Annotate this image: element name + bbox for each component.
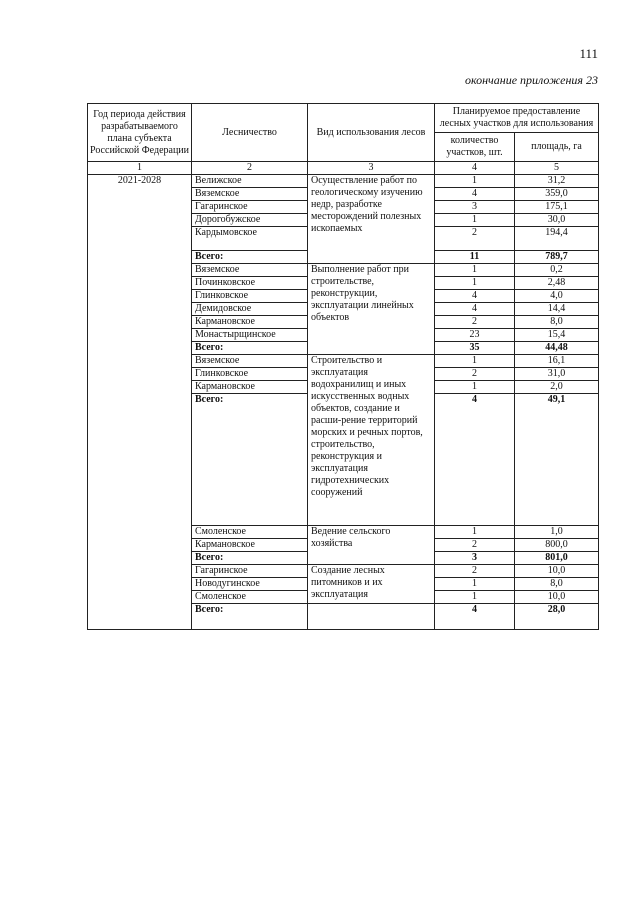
period-cell: 2021-2028 [88,175,192,630]
total-count-cell: 4 [435,394,515,526]
total-label-cell: Всего: [192,342,308,355]
appendix-caption: окончание приложения 23 [464,73,598,87]
area-cell: 14,4 [515,303,599,316]
count-cell: 2 [435,565,515,578]
total-area-cell: 28,0 [515,604,599,630]
use-type-cell: Осуществление работ по геологическому изучению недр, разработке месторождений полезных ископаемых [308,175,435,264]
area-cell: 10,0 [515,565,599,578]
use-type-cell: Ведение сельского хозяйства [308,526,435,565]
use-type-cell: Создание лесных питомников и их эксплуатация [308,565,435,604]
total-label-cell: Всего: [192,604,308,630]
count-cell: 2 [435,227,515,251]
count-cell: 2 [435,539,515,552]
forestry-cell: Велижское [192,175,308,188]
area-cell: 800,0 [515,539,599,552]
total-area-cell: 801,0 [515,552,599,565]
count-cell: 1 [435,264,515,277]
column-number: 5 [515,162,599,175]
area-cell: 1,0 [515,526,599,539]
area-cell: 31,2 [515,175,599,188]
total-count-cell: 35 [435,342,515,355]
header-period: Год периода действия разрабатываемого плана субъекта Российской Федерации [88,104,192,162]
total-count-cell: 11 [435,251,515,264]
forestry-cell: Дорогобужское [192,214,308,227]
header-planned: Планируемое предоставление лесных участков для использования [435,104,599,133]
count-cell: 4 [435,188,515,201]
header-area: площадь, га [515,133,599,162]
count-cell: 4 [435,303,515,316]
forestry-cell: Монастырщинское [192,329,308,342]
area-cell: 175,1 [515,201,599,214]
table-body [88,175,599,630]
area-cell: 0,2 [515,264,599,277]
count-cell: 1 [435,381,515,394]
area-cell: 10,0 [515,591,599,604]
count-cell: 1 [435,214,515,227]
area-cell: 30,0 [515,214,599,227]
total-count-cell: 4 [435,604,515,630]
forestry-cell: Кардымовское [192,227,308,251]
page-number: 111 [579,46,598,61]
total-label-cell: Всего: [192,552,308,565]
header-count: количество участков, шт. [435,133,515,162]
forest-plots-table [87,103,599,630]
forestry-cell: Кармановское [192,539,308,552]
count-cell: 1 [435,578,515,591]
count-cell: 1 [435,526,515,539]
count-cell: 3 [435,201,515,214]
forestry-cell: Смоленское [192,591,308,604]
area-cell: 4,0 [515,290,599,303]
total-area-cell: 789,7 [515,251,599,264]
area-cell: 15,4 [515,329,599,342]
column-number: 2 [192,162,308,175]
count-cell: 1 [435,355,515,368]
area-cell: 31,0 [515,368,599,381]
total-label-cell: Всего: [192,251,308,264]
column-number: 4 [435,162,515,175]
forestry-cell: Починковское [192,277,308,290]
forestry-cell: Смоленское [192,526,308,539]
area-cell: 2,0 [515,381,599,394]
total-count-cell: 3 [435,552,515,565]
forestry-cell: Вяземское [192,355,308,368]
use-type-empty-cell [308,604,435,630]
forestry-cell: Гагаринское [192,565,308,578]
count-cell: 2 [435,316,515,329]
forestry-cell: Глинковское [192,368,308,381]
count-cell: 4 [435,290,515,303]
count-cell: 1 [435,175,515,188]
header-forestry: Лесничество [192,104,308,162]
count-cell: 1 [435,591,515,604]
area-cell: 2,48 [515,277,599,290]
area-cell: 359,0 [515,188,599,201]
area-cell: 194,4 [515,227,599,251]
forestry-cell: Вяземское [192,188,308,201]
forestry-cell: Новодугинское [192,578,308,591]
forestry-cell: Гагаринское [192,201,308,214]
area-cell: 16,1 [515,355,599,368]
area-cell: 8,0 [515,578,599,591]
forestry-cell: Демидовское [192,303,308,316]
use-type-cell: Строительство и эксплуатация водохранилищ и иных искусственных водных объектов, создание и расши-рение территорий морских и речных портов, строительство, реконструкция и эксплуатация гидротехнических сооружений [308,355,435,526]
forestry-cell: Кармановское [192,381,308,394]
column-number: 1 [88,162,192,175]
count-cell: 23 [435,329,515,342]
total-area-cell: 44,48 [515,342,599,355]
forestry-cell: Кармановское [192,316,308,329]
forestry-cell: Глинковское [192,290,308,303]
total-label-cell: Всего: [192,394,308,526]
use-type-cell: Выполнение работ при строительстве, реконструкции, эксплуатации линейных объектов [308,264,435,355]
total-area-cell: 49,1 [515,394,599,526]
header-use-type: Вид использования лесов [308,104,435,162]
forestry-cell: Вяземское [192,264,308,277]
column-number: 3 [308,162,435,175]
count-cell: 1 [435,277,515,290]
count-cell: 2 [435,368,515,381]
area-cell: 8,0 [515,316,599,329]
